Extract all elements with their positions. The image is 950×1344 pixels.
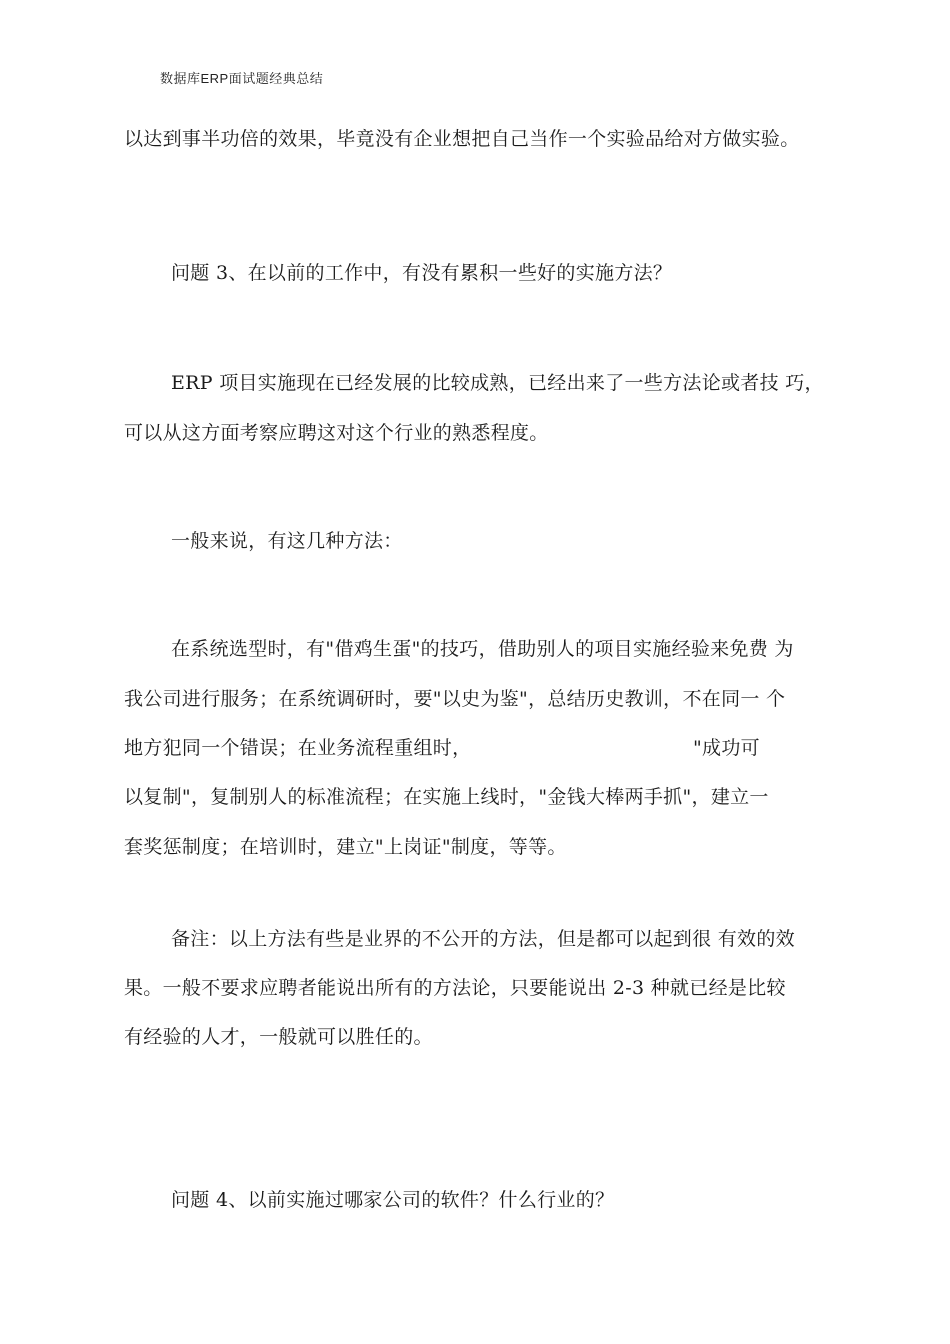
paragraph-line: 地方犯同一个错误；在业务流程重组时， <box>124 737 472 759</box>
question-4-heading: 问题 4、以前实施过哪家公司的软件？什么行业的？ <box>171 1189 615 1211</box>
paragraph-line: 可以从这方面考察应聘这对这个行业的熟悉程度。 <box>124 422 549 444</box>
paragraph-line: 我公司进行服务；在系统调研时，要"以史为鉴"，总结历史教训，不在同一 个 <box>124 688 786 710</box>
paragraph-line: 以复制"，复制别人的标准流程；在实施上线时，"金钱大棒两手抓"，建立一 <box>124 786 769 808</box>
question-3-heading: 问题 3、在以前的工作中，有没有累积一些好的实施方法？ <box>171 262 673 284</box>
note-line: 备注：以上方法有些是业界的不公开的方法，但是都可以起到很 有效的效 <box>171 928 795 950</box>
paragraph-line: 以达到事半功倍的效果，毕竟没有企业想把自己当作一个实验品给对方做实验。 <box>124 128 800 150</box>
note-line: 果。一般不要求应聘者能说出所有的方法论，只要能说出 2-3 种就已经是比较 <box>124 977 786 999</box>
paragraph-line: ERP 项目实施现在已经发展的比较成熟，已经出来了一些方法论或者技 巧， <box>171 372 824 394</box>
paragraph-line: 在系统选型时，有"借鸡生蛋"的技巧，借助别人的项目实施经验来免费 为 <box>171 638 794 660</box>
paragraph-line: 套奖惩制度；在培训时，建立"上岗证"制度，等等。 <box>124 836 567 858</box>
note-line: 有经验的人才，一般就可以胜任的。 <box>124 1026 433 1048</box>
page-header-title: 数据库ERP面试题经典总结 <box>160 71 324 86</box>
paragraph-line: 一般来说，有这几种方法： <box>171 530 403 552</box>
paragraph-line-fragment: "成功可 <box>693 737 760 759</box>
